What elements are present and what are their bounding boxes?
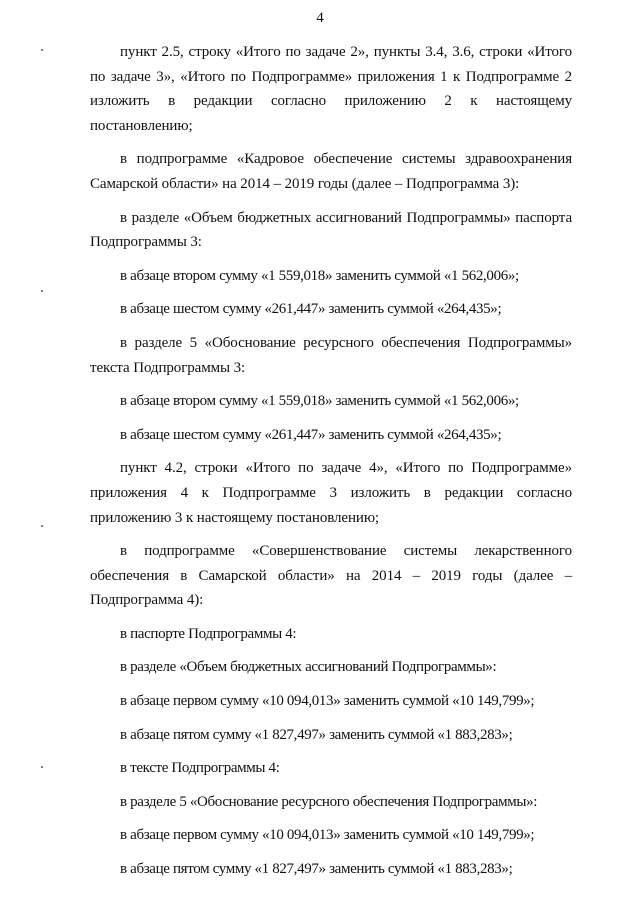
paragraph: в разделе «Объем бюджетных ассигнований Подпрограммы»: [120,659,497,676]
paragraph: пункт 4.2, строки «Итого по задаче 4», «Итого по Подпрограмме» приложения 4 к Подпрограмме 3 изложить в редакции согласно приложению 3 к настоящему постановлению; [90,460,572,526]
scan-speck [41,290,43,292]
paragraph: в подпрограмме «Кадровое обеспечение системы здравоохранения Самарской области» на 2014 – 2019 годы (далее – Подпрограмма 3): [90,151,572,192]
paragraph: в абзаце втором сумму «1 559,018» заменить суммой «1 562,006»; [120,267,519,284]
paragraph: в подпрограмме «Совершенствование системы лекарственного обеспечения в Самарской области» на 2014 – 2019 годы (далее – Подпрограмма 4): [90,543,572,609]
scan-speck [41,49,43,51]
scan-speck [41,766,43,768]
paragraph: в разделе 5 «Обоснование ресурсного обеспечения Подпрограммы»: [120,793,538,810]
paragraph: в абзаце первом сумму «10 094,013» заменить суммой «10 149,799»; [120,693,535,710]
document-body [90,40,572,882]
paragraph: в паспорте Подпрограммы 4: [120,625,297,642]
paragraph: в тексте Подпрограммы 4: [120,760,280,777]
paragraph: в абзаце пятом сумму «1 827,497» заменить суммой «1 883,283»; [120,726,513,743]
paragraph: в абзаце шестом сумму «261,447» заменить суммой «264,435»; [120,301,502,318]
paragraph: пункт 2.5, строку «Итого по задаче 2», пункты 3.4, 3.6, строки «Итого по задаче 3», «Итого по Подпрограмме» приложения 1 к Подпрограмме 2 изложить в редакции согласно приложению 2 к настоящему постановлению; [90,44,572,134]
paragraph: в разделе 5 «Обоснование ресурсного обеспечения Подпрограммы» текста Подпрограммы 3: [90,334,572,376]
paragraph: в разделе «Объем бюджетных ассигнований Подпрограммы» паспорта Подпрограммы 3: [90,209,572,251]
paragraph: в абзаце втором сумму «1 559,018» заменить суммой «1 562,006»; [120,393,519,410]
paragraph: в абзаце шестом сумму «261,447» заменить суммой «264,435»; [120,426,502,443]
paragraph: в абзаце пятом сумму «1 827,497» заменить суммой «1 883,283»; [120,861,513,878]
paragraph: в абзаце первом сумму «10 094,013» заменить суммой «10 149,799»; [120,827,535,844]
scan-speck [41,525,43,527]
page-number: 4 [316,10,324,26]
